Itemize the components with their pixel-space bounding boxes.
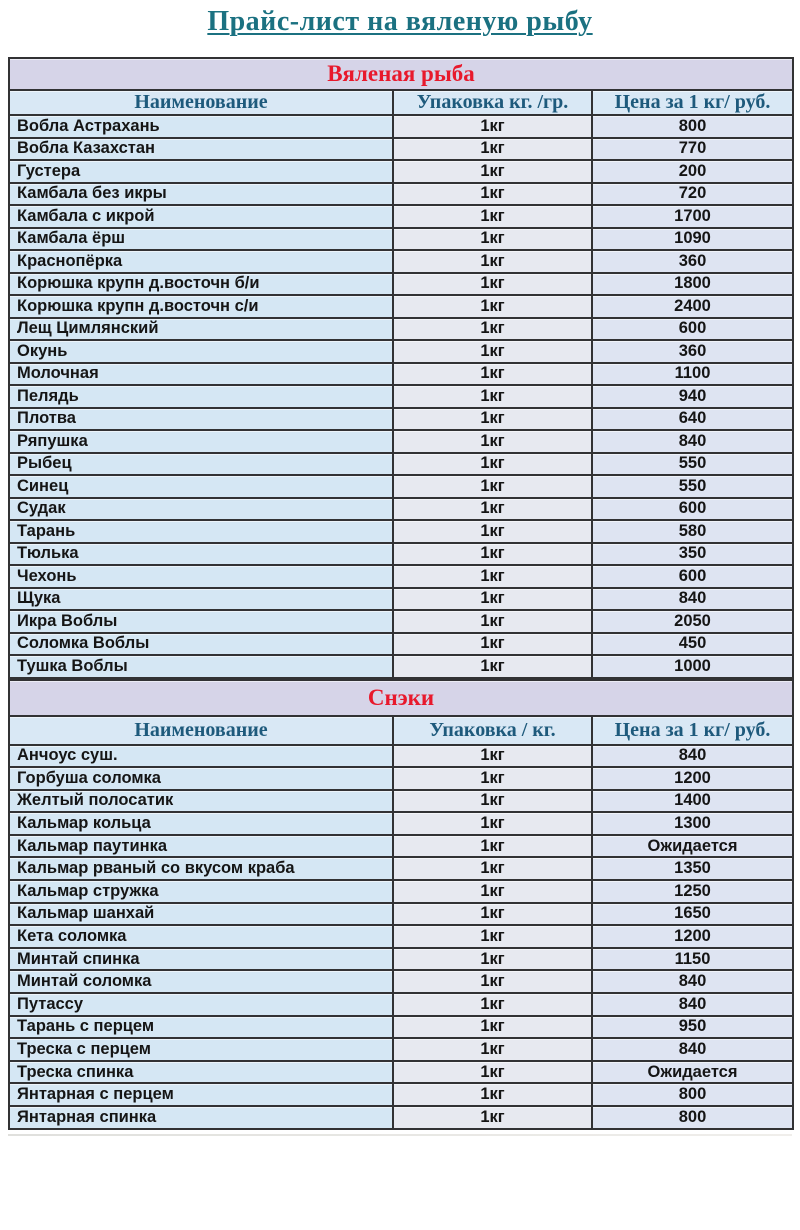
item-pack-cell: 1кг: [393, 363, 592, 386]
table-row: [9, 880, 793, 903]
table-row: [9, 543, 793, 566]
item-price-cell: 840: [592, 970, 793, 993]
item-price-cell: 1700: [592, 205, 793, 228]
table-row: [9, 767, 793, 790]
table-row: [9, 610, 793, 633]
table-row: [9, 408, 793, 431]
table-row: [9, 925, 793, 948]
item-price-cell: 1350: [592, 857, 793, 880]
table-row: [9, 273, 793, 296]
item-name-cell: Вобла Астрахань: [9, 115, 393, 138]
item-price-cell: 1650: [592, 903, 793, 926]
item-name-cell: Плотва: [9, 408, 393, 431]
table-row: [9, 903, 793, 926]
item-name-cell: Горбуша соломка: [9, 767, 393, 790]
dried-fish-rows: [9, 115, 793, 678]
item-price-cell: 360: [592, 250, 793, 273]
table-row: [9, 340, 793, 363]
table-row: [9, 318, 793, 341]
column-header-row: [9, 90, 793, 115]
table-row: [9, 205, 793, 228]
item-pack-cell: 1кг: [393, 250, 592, 273]
item-name-cell: Корюшка крупн д.восточн с/и: [9, 295, 393, 318]
snack-rows: [9, 745, 793, 1129]
item-price-cell: 1150: [592, 948, 793, 971]
item-pack-cell: 1кг: [393, 1106, 592, 1129]
item-name-cell: Минтай спинка: [9, 948, 393, 971]
table-row: [9, 475, 793, 498]
item-name-cell: Путассу: [9, 993, 393, 1016]
item-price-cell: 600: [592, 318, 793, 341]
table-row: [9, 948, 793, 971]
item-price-cell: 450: [592, 633, 793, 656]
table-row: [9, 1083, 793, 1106]
item-price-cell: 1250: [592, 880, 793, 903]
item-name-cell: Анчоус суш.: [9, 745, 393, 768]
table-row: [9, 250, 793, 273]
item-price-cell: 200: [592, 160, 793, 183]
item-price-cell: Ожидается: [592, 835, 793, 858]
item-price-cell: 1300: [592, 812, 793, 835]
item-name-cell: Кальмар паутинка: [9, 835, 393, 858]
item-pack-cell: 1кг: [393, 588, 592, 611]
item-pack-cell: 1кг: [393, 138, 592, 161]
column-header-price: Цена за 1 кг/ руб.: [592, 716, 793, 745]
item-pack-cell: 1кг: [393, 948, 592, 971]
table-row: [9, 655, 793, 678]
item-name-cell: Янтарная с перцем: [9, 1083, 393, 1106]
item-pack-cell: 1кг: [393, 812, 592, 835]
section-band: [9, 680, 793, 716]
table-row: [9, 1106, 793, 1129]
item-pack-cell: 1кг: [393, 970, 592, 993]
item-name-cell: Вобла Казахстан: [9, 138, 393, 161]
item-price-cell: 550: [592, 453, 793, 476]
item-name-cell: Тушка Воблы: [9, 655, 393, 678]
item-pack-cell: 1кг: [393, 880, 592, 903]
item-price-cell: 800: [592, 1106, 793, 1129]
item-pack-cell: 1кг: [393, 1083, 592, 1106]
table-row: [9, 430, 793, 453]
column-header-pack: Упаковка кг. /гр.: [393, 90, 592, 115]
item-price-cell: 720: [592, 183, 793, 206]
item-price-cell: 600: [592, 565, 793, 588]
item-name-cell: Густера: [9, 160, 393, 183]
item-price-cell: 1200: [592, 925, 793, 948]
item-price-cell: 840: [592, 745, 793, 768]
table-bottom-shadow: [8, 1134, 792, 1136]
item-name-cell: Треска с перцем: [9, 1038, 393, 1061]
item-price-cell: 840: [592, 1038, 793, 1061]
item-pack-cell: 1кг: [393, 160, 592, 183]
item-pack-cell: 1кг: [393, 205, 592, 228]
item-pack-cell: 1кг: [393, 767, 592, 790]
item-pack-cell: 1кг: [393, 565, 592, 588]
item-price-cell: 2400: [592, 295, 793, 318]
item-pack-cell: 1кг: [393, 633, 592, 656]
item-pack-cell: 1кг: [393, 295, 592, 318]
item-name-cell: Тарань с перцем: [9, 1016, 393, 1039]
price-list-document: [8, 6, 792, 1136]
item-price-cell: 840: [592, 993, 793, 1016]
section-title-snacks: Снэки: [9, 680, 793, 716]
item-pack-cell: 1кг: [393, 857, 592, 880]
price-table-dried-fish: [8, 57, 794, 679]
table-row: [9, 1061, 793, 1084]
column-header-pack: Упаковка / кг.: [393, 716, 592, 745]
table-row: [9, 363, 793, 386]
item-name-cell: Треска спинка: [9, 1061, 393, 1084]
item-name-cell: Рыбец: [9, 453, 393, 476]
item-pack-cell: 1кг: [393, 318, 592, 341]
table-row: [9, 970, 793, 993]
item-pack-cell: 1кг: [393, 835, 592, 858]
table-row: [9, 745, 793, 768]
item-pack-cell: 1кг: [393, 993, 592, 1016]
item-price-cell: 950: [592, 1016, 793, 1039]
item-price-cell: 800: [592, 115, 793, 138]
table-row: [9, 453, 793, 476]
item-pack-cell: 1кг: [393, 430, 592, 453]
item-price-cell: 580: [592, 520, 793, 543]
section-title-dried-fish: Вяленая рыба: [9, 58, 793, 90]
item-name-cell: Кальмар стружка: [9, 880, 393, 903]
page-title: Прайс-лист на вяленую рыбу: [207, 6, 593, 37]
item-price-cell: 600: [592, 498, 793, 521]
table-row: [9, 993, 793, 1016]
item-name-cell: Щука: [9, 588, 393, 611]
item-pack-cell: 1кг: [393, 655, 592, 678]
item-pack-cell: 1кг: [393, 1038, 592, 1061]
item-name-cell: Чехонь: [9, 565, 393, 588]
item-name-cell: Корюшка крупн д.восточн б/и: [9, 273, 393, 296]
table-row: [9, 498, 793, 521]
item-price-cell: 2050: [592, 610, 793, 633]
item-pack-cell: 1кг: [393, 183, 592, 206]
item-price-cell: 360: [592, 340, 793, 363]
table-row: [9, 1038, 793, 1061]
item-name-cell: Кальмар кольца: [9, 812, 393, 835]
item-name-cell: Соломка Воблы: [9, 633, 393, 656]
item-price-cell: 770: [592, 138, 793, 161]
table-row: [9, 588, 793, 611]
item-price-cell: 800: [592, 1083, 793, 1106]
item-name-cell: Краснопёрка: [9, 250, 393, 273]
item-price-cell: 1800: [592, 273, 793, 296]
item-name-cell: Ряпушка: [9, 430, 393, 453]
column-header-row: [9, 716, 793, 745]
item-price-cell: 940: [592, 385, 793, 408]
table-row: [9, 385, 793, 408]
item-name-cell: Молочная: [9, 363, 393, 386]
table-row: [9, 115, 793, 138]
item-price-cell: 640: [592, 408, 793, 431]
item-pack-cell: 1кг: [393, 543, 592, 566]
table-row: [9, 138, 793, 161]
item-pack-cell: 1кг: [393, 790, 592, 813]
table-row: [9, 790, 793, 813]
column-header-name: Наименование: [9, 716, 393, 745]
item-name-cell: Тюлька: [9, 543, 393, 566]
price-table-snacks: [8, 679, 794, 1130]
item-name-cell: Синец: [9, 475, 393, 498]
item-name-cell: Кальмар рваный со вкусом краба: [9, 857, 393, 880]
item-name-cell: Камбала без икры: [9, 183, 393, 206]
item-name-cell: Камбала с икрой: [9, 205, 393, 228]
item-name-cell: Кальмар шанхай: [9, 903, 393, 926]
item-name-cell: Желтый полосатик: [9, 790, 393, 813]
table-row: [9, 183, 793, 206]
item-name-cell: Пелядь: [9, 385, 393, 408]
table-row: [9, 228, 793, 251]
item-name-cell: Камбала ёрш: [9, 228, 393, 251]
item-name-cell: Минтай соломка: [9, 970, 393, 993]
table-row: [9, 1016, 793, 1039]
item-price-cell: 350: [592, 543, 793, 566]
item-name-cell: Янтарная спинка: [9, 1106, 393, 1129]
item-pack-cell: 1кг: [393, 498, 592, 521]
table-row: [9, 633, 793, 656]
item-price-cell: 1400: [592, 790, 793, 813]
table-row: [9, 565, 793, 588]
item-pack-cell: 1кг: [393, 745, 592, 768]
table-row: [9, 295, 793, 318]
item-price-cell: 1200: [592, 767, 793, 790]
item-price-cell: 840: [592, 430, 793, 453]
table-row: [9, 520, 793, 543]
item-name-cell: Окунь: [9, 340, 393, 363]
item-pack-cell: 1кг: [393, 228, 592, 251]
item-pack-cell: 1кг: [393, 115, 592, 138]
table-row: [9, 857, 793, 880]
item-pack-cell: 1кг: [393, 925, 592, 948]
item-pack-cell: 1кг: [393, 273, 592, 296]
item-price-cell: 1100: [592, 363, 793, 386]
item-pack-cell: 1кг: [393, 340, 592, 363]
item-name-cell: Тарань: [9, 520, 393, 543]
table-row: [9, 160, 793, 183]
item-price-cell: 1090: [592, 228, 793, 251]
item-pack-cell: 1кг: [393, 903, 592, 926]
item-name-cell: Икра Воблы: [9, 610, 393, 633]
column-header-price: Цена за 1 кг/ руб.: [592, 90, 793, 115]
item-price-cell: 840: [592, 588, 793, 611]
table-row: [9, 835, 793, 858]
item-name-cell: Лещ Цимлянский: [9, 318, 393, 341]
section-band: [9, 58, 793, 90]
item-pack-cell: 1кг: [393, 1016, 592, 1039]
table-row: [9, 812, 793, 835]
item-name-cell: Судак: [9, 498, 393, 521]
item-name-cell: Кета соломка: [9, 925, 393, 948]
item-price-cell: 1000: [592, 655, 793, 678]
item-pack-cell: 1кг: [393, 610, 592, 633]
item-price-cell: Ожидается: [592, 1061, 793, 1084]
item-price-cell: 550: [592, 475, 793, 498]
item-pack-cell: 1кг: [393, 453, 592, 476]
item-pack-cell: 1кг: [393, 475, 592, 498]
item-pack-cell: 1кг: [393, 408, 592, 431]
item-pack-cell: 1кг: [393, 385, 592, 408]
column-header-name: Наименование: [9, 90, 393, 115]
item-pack-cell: 1кг: [393, 520, 592, 543]
item-pack-cell: 1кг: [393, 1061, 592, 1084]
